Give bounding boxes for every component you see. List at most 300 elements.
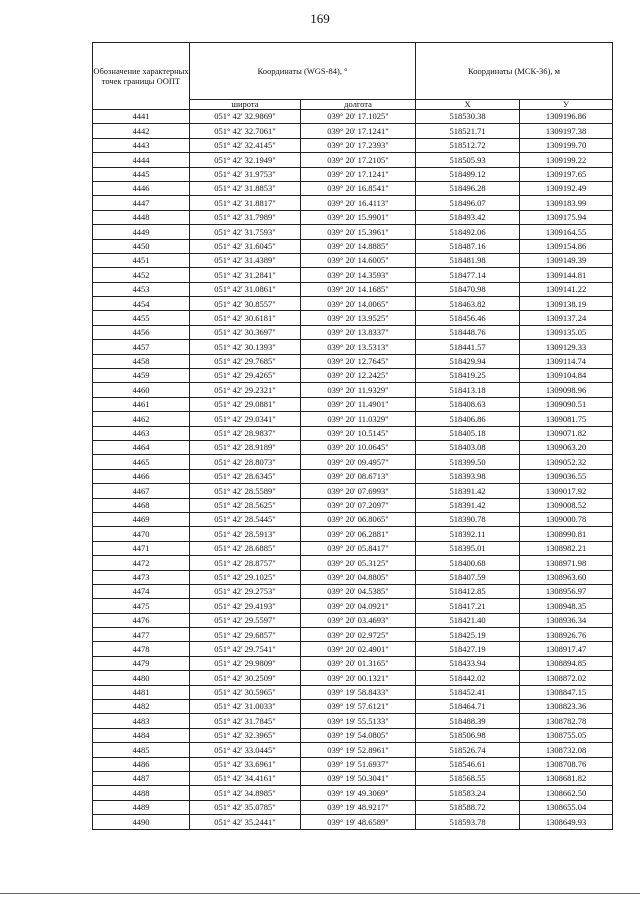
cell-point-id: 4480 — [93, 671, 190, 685]
cell-y: 1309196.86 — [520, 110, 613, 124]
cell-x: 518408.63 — [416, 397, 520, 411]
cell-latitude: 051° 42' 34.4161" — [190, 771, 301, 785]
cell-x: 518521.71 — [416, 124, 520, 138]
table-row — [93, 426, 613, 440]
cell-point-id: 4461 — [93, 397, 190, 411]
cell-x: 518441.57 — [416, 340, 520, 354]
header-wgs84-coordinates: Координаты (WGS-84), ° — [190, 43, 416, 100]
cell-y: 1309199.70 — [520, 138, 613, 152]
cell-x: 518452.41 — [416, 685, 520, 699]
table-row — [93, 700, 613, 714]
cell-longitude: 039° 20' 10.5145" — [301, 426, 416, 440]
cell-y: 1309000.78 — [520, 512, 613, 526]
cell-latitude: 051° 42' 29.2321" — [190, 383, 301, 397]
cell-y: 1308894.85 — [520, 656, 613, 670]
cell-y: 1309052.32 — [520, 455, 613, 469]
cell-longitude: 039° 20' 07.2097" — [301, 498, 416, 512]
table-row — [93, 153, 613, 167]
cell-longitude: 039° 20' 17.2105" — [301, 153, 416, 167]
cell-y: 1308649.93 — [520, 815, 613, 829]
table-row — [93, 268, 613, 282]
cell-longitude: 039° 20' 14.1685" — [301, 282, 416, 296]
cell-y: 1309114.74 — [520, 354, 613, 368]
cell-y: 1309135.05 — [520, 325, 613, 339]
cell-x: 518496.07 — [416, 196, 520, 210]
table-row — [93, 340, 613, 354]
cell-latitude: 051° 42' 28.5625" — [190, 498, 301, 512]
cell-x: 518496.28 — [416, 181, 520, 195]
table-row — [93, 685, 613, 699]
cell-x: 518530.38 — [416, 110, 520, 124]
cell-latitude: 051° 42' 28.9837" — [190, 426, 301, 440]
cell-y: 1308732.08 — [520, 743, 613, 757]
cell-longitude: 039° 20' 15.9901" — [301, 210, 416, 224]
cell-longitude: 039° 20' 04.5385" — [301, 584, 416, 598]
footer-divider — [0, 893, 640, 894]
cell-y: 1309008.52 — [520, 498, 613, 512]
table-row — [93, 771, 613, 785]
cell-x: 518427.19 — [416, 642, 520, 656]
table-row — [93, 512, 613, 526]
cell-longitude: 039° 20' 02.9725" — [301, 628, 416, 642]
cell-x: 518506.98 — [416, 728, 520, 742]
cell-x: 518456.46 — [416, 311, 520, 325]
cell-y: 1309137.24 — [520, 311, 613, 325]
cell-y: 1308990.81 — [520, 527, 613, 541]
table-row — [93, 225, 613, 239]
cell-point-id: 4471 — [93, 541, 190, 555]
cell-longitude: 039° 20' 11.0329" — [301, 412, 416, 426]
cell-point-id: 4474 — [93, 584, 190, 598]
table-row — [93, 469, 613, 483]
cell-x: 518400.68 — [416, 556, 520, 570]
cell-longitude: 039° 20' 17.1241" — [301, 167, 416, 181]
cell-y: 1309183.99 — [520, 196, 613, 210]
table-row — [93, 800, 613, 814]
cell-y: 1309090.51 — [520, 397, 613, 411]
cell-point-id: 4441 — [93, 110, 190, 124]
cell-latitude: 051° 42' 33.0445" — [190, 743, 301, 757]
cell-longitude: 039° 20' 13.5313" — [301, 340, 416, 354]
cell-x: 518481.98 — [416, 253, 520, 267]
cell-latitude: 051° 42' 28.8757" — [190, 556, 301, 570]
cell-x: 518488.39 — [416, 714, 520, 728]
header-x: X — [416, 100, 520, 110]
cell-latitude: 051° 42' 28.9189" — [190, 440, 301, 454]
cell-x: 518487.16 — [416, 239, 520, 253]
cell-latitude: 051° 42' 33.6961" — [190, 757, 301, 771]
cell-x: 518546.61 — [416, 757, 520, 771]
cell-x: 518391.42 — [416, 498, 520, 512]
cell-point-id: 4449 — [93, 225, 190, 239]
cell-latitude: 051° 42' 31.7989" — [190, 210, 301, 224]
cell-longitude: 039° 19' 50.3041" — [301, 771, 416, 785]
cell-latitude: 051° 42' 29.7541" — [190, 642, 301, 656]
header-longitude: долгота — [301, 100, 416, 110]
cell-latitude: 051° 42' 32.3965" — [190, 728, 301, 742]
cell-longitude: 039° 20' 14.6005" — [301, 253, 416, 267]
table-row — [93, 369, 613, 383]
cell-x: 518391.42 — [416, 484, 520, 498]
cell-latitude: 051° 42' 29.0881" — [190, 397, 301, 411]
cell-longitude: 039° 20' 16.4113" — [301, 196, 416, 210]
cell-point-id: 4458 — [93, 354, 190, 368]
cell-x: 518448.76 — [416, 325, 520, 339]
table-row — [93, 239, 613, 253]
cell-y: 1308662.50 — [520, 786, 613, 800]
cell-latitude: 051° 42' 32.1949" — [190, 153, 301, 167]
cell-y: 1308971.98 — [520, 556, 613, 570]
table-row — [93, 383, 613, 397]
cell-longitude: 039° 20' 17.1241" — [301, 124, 416, 138]
cell-point-id: 4452 — [93, 268, 190, 282]
table-row — [93, 282, 613, 296]
cell-y: 1309036.55 — [520, 469, 613, 483]
cell-x: 518464.71 — [416, 700, 520, 714]
table-row — [93, 714, 613, 728]
cell-latitude: 051° 42' 28.8073" — [190, 455, 301, 469]
table-row — [93, 354, 613, 368]
cell-x: 518583.24 — [416, 786, 520, 800]
table-row — [93, 613, 613, 627]
cell-point-id: 4484 — [93, 728, 190, 742]
cell-point-id: 4488 — [93, 786, 190, 800]
cell-latitude: 051° 42' 32.4145" — [190, 138, 301, 152]
cell-latitude: 051° 42' 29.1025" — [190, 570, 301, 584]
cell-x: 518470.98 — [416, 282, 520, 296]
table-row — [93, 484, 613, 498]
cell-latitude: 051° 42' 29.4193" — [190, 599, 301, 613]
cell-point-id: 4490 — [93, 815, 190, 829]
cell-longitude: 039° 20' 07.6993" — [301, 484, 416, 498]
cell-latitude: 051° 42' 28.6885" — [190, 541, 301, 555]
cell-point-id: 4448 — [93, 210, 190, 224]
cell-point-id: 4466 — [93, 469, 190, 483]
cell-x: 518493.42 — [416, 210, 520, 224]
cell-latitude: 051° 42' 31.8817" — [190, 196, 301, 210]
cell-longitude: 039° 20' 02.4901" — [301, 642, 416, 656]
table-row — [93, 642, 613, 656]
cell-latitude: 051° 42' 28.5445" — [190, 512, 301, 526]
cell-x: 518425.19 — [416, 628, 520, 642]
cell-y: 1309104.84 — [520, 369, 613, 383]
table-row — [93, 311, 613, 325]
cell-longitude: 039° 20' 16.8541" — [301, 181, 416, 195]
cell-longitude: 039° 20' 10.0645" — [301, 440, 416, 454]
coordinates-table — [92, 42, 613, 830]
cell-x: 518593.78 — [416, 815, 520, 829]
cell-x: 518512.72 — [416, 138, 520, 152]
cell-x: 518499.12 — [416, 167, 520, 181]
table-row — [93, 628, 613, 642]
cell-longitude: 039° 19' 54.0805" — [301, 728, 416, 742]
cell-y: 1308948.35 — [520, 599, 613, 613]
cell-point-id: 4445 — [93, 167, 190, 181]
cell-point-id: 4457 — [93, 340, 190, 354]
cell-point-id: 4476 — [93, 613, 190, 627]
cell-point-id: 4442 — [93, 124, 190, 138]
table-row — [93, 297, 613, 311]
table-row — [93, 412, 613, 426]
cell-longitude: 039° 19' 57.6121" — [301, 700, 416, 714]
table-row — [93, 110, 613, 124]
cell-longitude: 039° 20' 04.8805" — [301, 570, 416, 584]
cell-y: 1308936.34 — [520, 613, 613, 627]
cell-y: 1309129.33 — [520, 340, 613, 354]
table-row — [93, 570, 613, 584]
cell-longitude: 039° 20' 05.8417" — [301, 541, 416, 555]
cell-point-id: 4486 — [93, 757, 190, 771]
table-row — [93, 440, 613, 454]
cell-latitude: 051° 42' 30.2509" — [190, 671, 301, 685]
cell-x: 518419.25 — [416, 369, 520, 383]
cell-x: 518399.50 — [416, 455, 520, 469]
cell-point-id: 4487 — [93, 771, 190, 785]
cell-y: 1309071.82 — [520, 426, 613, 440]
cell-point-id: 4468 — [93, 498, 190, 512]
cell-longitude: 039° 20' 17.1025" — [301, 110, 416, 124]
cell-x: 518442.02 — [416, 671, 520, 685]
cell-latitude: 051° 42' 29.2753" — [190, 584, 301, 598]
cell-y: 1309197.65 — [520, 167, 613, 181]
cell-point-id: 4453 — [93, 282, 190, 296]
table-row — [93, 815, 613, 829]
cell-x: 518403.08 — [416, 440, 520, 454]
cell-longitude: 039° 20' 00.1321" — [301, 671, 416, 685]
cell-point-id: 4483 — [93, 714, 190, 728]
cell-latitude: 051° 42' 35.0785" — [190, 800, 301, 814]
table-row — [93, 498, 613, 512]
cell-latitude: 051° 42' 30.5965" — [190, 685, 301, 699]
cell-y: 1309149.39 — [520, 253, 613, 267]
cell-latitude: 051° 42' 28.5913" — [190, 527, 301, 541]
table-row — [93, 138, 613, 152]
cell-latitude: 051° 42' 31.7845" — [190, 714, 301, 728]
header-y: У — [520, 100, 613, 110]
cell-y: 1309098.96 — [520, 383, 613, 397]
cell-latitude: 051° 42' 31.0861" — [190, 282, 301, 296]
cell-latitude: 051° 42' 29.5597" — [190, 613, 301, 627]
cell-longitude: 039° 20' 13.9525" — [301, 311, 416, 325]
cell-latitude: 051° 42' 30.1393" — [190, 340, 301, 354]
cell-x: 518588.72 — [416, 800, 520, 814]
header-point-designation: Обозначение характерных точек границы ООПТ — [93, 43, 190, 110]
cell-y: 1308872.02 — [520, 671, 613, 685]
cell-point-id: 4464 — [93, 440, 190, 454]
cell-y: 1309081.75 — [520, 412, 613, 426]
cell-point-id: 4454 — [93, 297, 190, 311]
cell-x: 518395.01 — [416, 541, 520, 555]
cell-point-id: 4467 — [93, 484, 190, 498]
cell-point-id: 4451 — [93, 253, 190, 267]
table-row — [93, 556, 613, 570]
cell-latitude: 051° 42' 32.7061" — [190, 124, 301, 138]
cell-longitude: 039° 20' 04.0921" — [301, 599, 416, 613]
cell-longitude: 039° 20' 15.3961" — [301, 225, 416, 239]
cell-y: 1308782.78 — [520, 714, 613, 728]
cell-y: 1308847.15 — [520, 685, 613, 699]
cell-latitude: 051° 42' 31.0033" — [190, 700, 301, 714]
cell-longitude: 039° 20' 17.2393" — [301, 138, 416, 152]
cell-x: 518413.18 — [416, 383, 520, 397]
cell-longitude: 039° 20' 12.7645" — [301, 354, 416, 368]
page-number: 169 — [310, 11, 330, 26]
cell-point-id: 4462 — [93, 412, 190, 426]
cell-latitude: 051° 42' 29.9809" — [190, 656, 301, 670]
table-row — [93, 786, 613, 800]
table-row — [93, 527, 613, 541]
cell-y: 1308708.76 — [520, 757, 613, 771]
cell-x: 518477.14 — [416, 268, 520, 282]
cell-point-id: 4485 — [93, 743, 190, 757]
cell-y: 1308926.76 — [520, 628, 613, 642]
cell-longitude: 039° 19' 55.5133" — [301, 714, 416, 728]
cell-latitude: 051° 42' 31.8853" — [190, 181, 301, 195]
cell-latitude: 051° 42' 31.7593" — [190, 225, 301, 239]
cell-longitude: 039° 20' 12.2425" — [301, 369, 416, 383]
cell-longitude: 039° 20' 03.4693" — [301, 613, 416, 627]
cell-point-id: 4455 — [93, 311, 190, 325]
table-row — [93, 167, 613, 181]
cell-longitude: 039° 19' 48.9217" — [301, 800, 416, 814]
cell-point-id: 4481 — [93, 685, 190, 699]
cell-point-id: 4478 — [93, 642, 190, 656]
cell-longitude: 039° 20' 08.6713" — [301, 469, 416, 483]
cell-y: 1309141.22 — [520, 282, 613, 296]
cell-latitude: 051° 42' 28.6345" — [190, 469, 301, 483]
cell-longitude: 039° 20' 11.9329" — [301, 383, 416, 397]
table-row — [93, 196, 613, 210]
cell-longitude: 039° 20' 14.3593" — [301, 268, 416, 282]
cell-y: 1308755.05 — [520, 728, 613, 742]
cell-point-id: 4444 — [93, 153, 190, 167]
cell-point-id: 4459 — [93, 369, 190, 383]
cell-x: 518406.86 — [416, 412, 520, 426]
cell-longitude: 039° 20' 06.8065" — [301, 512, 416, 526]
cell-point-id: 4482 — [93, 700, 190, 714]
cell-x: 518492.06 — [416, 225, 520, 239]
table-row — [93, 728, 613, 742]
cell-point-id: 4447 — [93, 196, 190, 210]
table-row — [93, 455, 613, 469]
cell-y: 1309144.81 — [520, 268, 613, 282]
cell-x: 518393.98 — [416, 469, 520, 483]
cell-point-id: 4477 — [93, 628, 190, 642]
cell-x: 518433.94 — [416, 656, 520, 670]
table-row — [93, 210, 613, 224]
cell-latitude: 051° 42' 31.2841" — [190, 268, 301, 282]
cell-latitude: 051° 42' 31.6045" — [190, 239, 301, 253]
cell-x: 518421.40 — [416, 613, 520, 627]
cell-point-id: 4460 — [93, 383, 190, 397]
table-row — [93, 757, 613, 771]
table-row — [93, 656, 613, 670]
table-row — [93, 253, 613, 267]
cell-latitude: 051° 42' 31.9753" — [190, 167, 301, 181]
cell-y: 1308982.21 — [520, 541, 613, 555]
cell-y: 1308963.60 — [520, 570, 613, 584]
cell-x: 518407.59 — [416, 570, 520, 584]
cell-longitude: 039° 20' 05.3125" — [301, 556, 416, 570]
cell-x: 518505.93 — [416, 153, 520, 167]
cell-latitude: 051° 42' 29.7685" — [190, 354, 301, 368]
cell-x: 518405.18 — [416, 426, 520, 440]
table-row — [93, 671, 613, 685]
cell-latitude: 051° 42' 29.0341" — [190, 412, 301, 426]
cell-point-id: 4465 — [93, 455, 190, 469]
cell-longitude: 039° 20' 09.4957" — [301, 455, 416, 469]
table-row — [93, 599, 613, 613]
cell-longitude: 039° 19' 58.8433" — [301, 685, 416, 699]
cell-latitude: 051° 42' 32.9869" — [190, 110, 301, 124]
cell-latitude: 051° 42' 31.4389" — [190, 253, 301, 267]
cell-y: 1309063.20 — [520, 440, 613, 454]
cell-latitude: 051° 42' 29.6857" — [190, 628, 301, 642]
cell-x: 518463.82 — [416, 297, 520, 311]
cell-x: 518526.74 — [416, 743, 520, 757]
table-row — [93, 584, 613, 598]
cell-longitude: 039° 20' 06.2881" — [301, 527, 416, 541]
header-latitude: широта — [190, 100, 301, 110]
cell-x: 518392.11 — [416, 527, 520, 541]
table-row — [93, 325, 613, 339]
cell-longitude: 039° 19' 48.6589" — [301, 815, 416, 829]
cell-point-id: 4472 — [93, 556, 190, 570]
cell-y: 1308681.82 — [520, 771, 613, 785]
cell-point-id: 4450 — [93, 239, 190, 253]
table-row — [93, 181, 613, 195]
cell-longitude: 039° 19' 51.6937" — [301, 757, 416, 771]
cell-y: 1308917.47 — [520, 642, 613, 656]
cell-point-id: 4443 — [93, 138, 190, 152]
cell-y: 1309164.55 — [520, 225, 613, 239]
cell-longitude: 039° 19' 52.8961" — [301, 743, 416, 757]
cell-y: 1309192.49 — [520, 181, 613, 195]
cell-point-id: 4473 — [93, 570, 190, 584]
cell-point-id: 4489 — [93, 800, 190, 814]
cell-longitude: 039° 20' 01.3165" — [301, 656, 416, 670]
table-body — [93, 110, 613, 830]
cell-point-id: 4446 — [93, 181, 190, 195]
cell-y: 1309175.94 — [520, 210, 613, 224]
cell-longitude: 039° 20' 14.0065" — [301, 297, 416, 311]
cell-x: 518390.78 — [416, 512, 520, 526]
cell-longitude: 039° 20' 14.8885" — [301, 239, 416, 253]
cell-longitude: 039° 20' 11.4901" — [301, 397, 416, 411]
cell-y: 1309154.86 — [520, 239, 613, 253]
cell-x: 518568.55 — [416, 771, 520, 785]
cell-y: 1308823.36 — [520, 700, 613, 714]
cell-y: 1308655.04 — [520, 800, 613, 814]
table-row — [93, 397, 613, 411]
cell-latitude: 051° 42' 30.6181" — [190, 311, 301, 325]
table-row — [93, 124, 613, 138]
cell-longitude: 039° 19' 49.3069" — [301, 786, 416, 800]
cell-y: 1308956.97 — [520, 584, 613, 598]
cell-y: 1309138.19 — [520, 297, 613, 311]
cell-latitude: 051° 42' 29.4265" — [190, 369, 301, 383]
cell-y: 1309017.92 — [520, 484, 613, 498]
cell-point-id: 4470 — [93, 527, 190, 541]
cell-longitude: 039° 20' 13.8337" — [301, 325, 416, 339]
cell-point-id: 4469 — [93, 512, 190, 526]
cell-point-id: 4463 — [93, 426, 190, 440]
header-msk36-coordinates: Координаты (МСК-36), м — [416, 43, 613, 100]
cell-latitude: 051° 42' 30.8557" — [190, 297, 301, 311]
cell-point-id: 4479 — [93, 656, 190, 670]
cell-x: 518417.21 — [416, 599, 520, 613]
cell-point-id: 4456 — [93, 325, 190, 339]
